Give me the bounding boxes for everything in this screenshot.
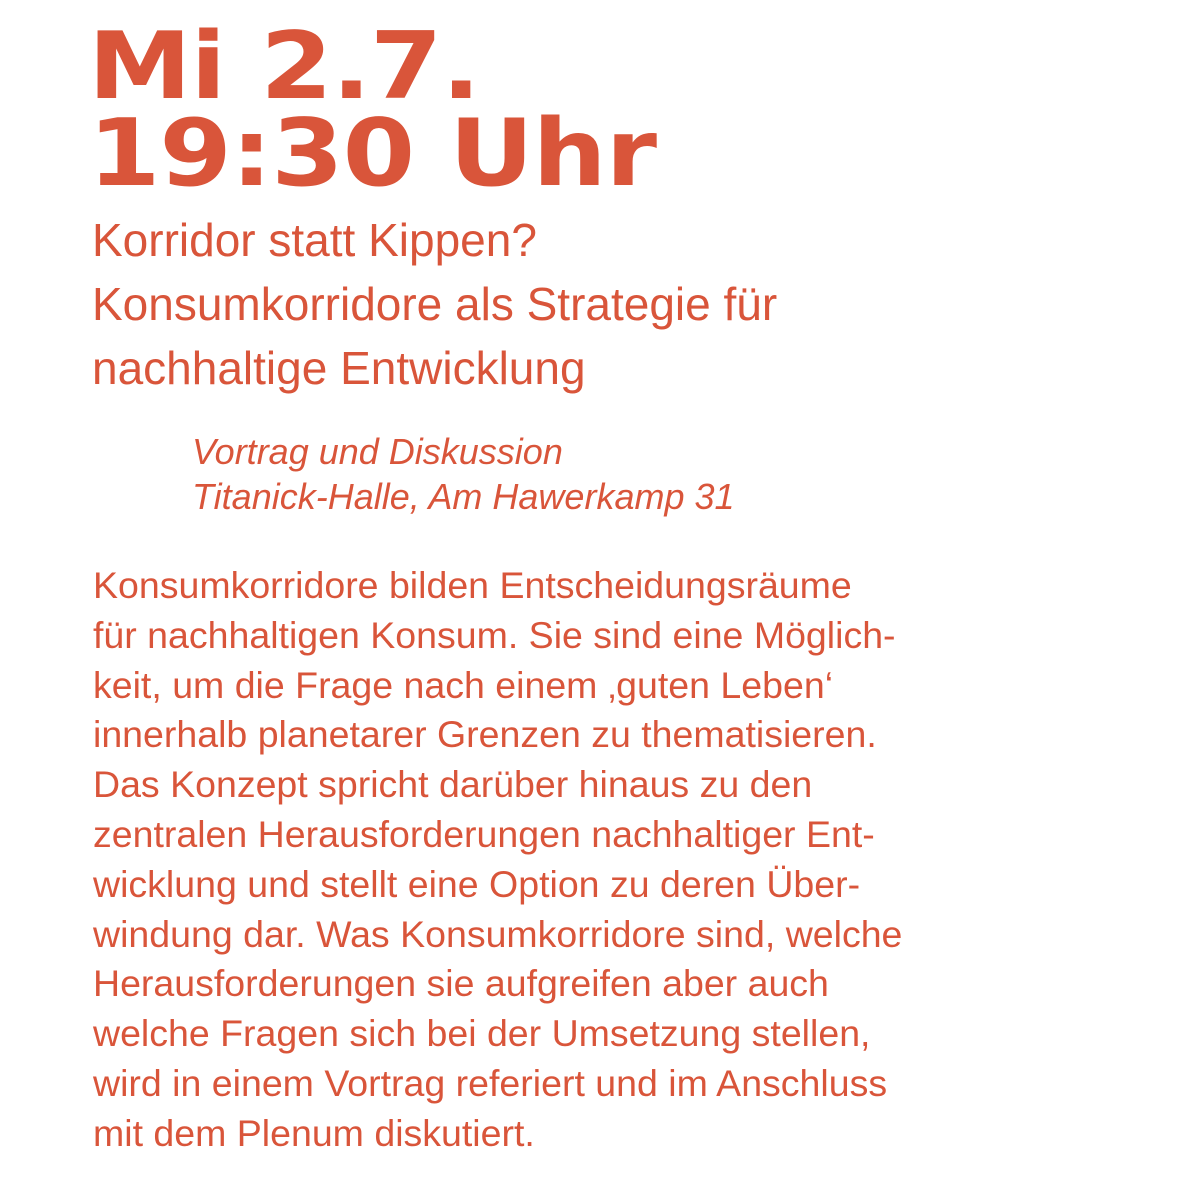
event-format: Vortrag und Diskussion <box>192 431 563 472</box>
description-line: mit dem Plenum diskutiert. <box>93 1111 535 1154</box>
description-line: Konsumkorridore bilden Entscheidungsräume <box>93 564 852 606</box>
event-title <box>92 208 777 400</box>
description-line: wird in einem Vortrag referiert und im Anschluss <box>93 1061 888 1104</box>
event-title-line: Korridor statt Kippen? <box>92 214 537 266</box>
event-title-line: Konsumkorridore als Strategie für <box>92 278 778 330</box>
description-line: für nachhaltigen Konsum. Sie sind eine Möglich- <box>93 613 896 656</box>
event-description <box>93 561 902 1159</box>
event-date: Mi 2.7. <box>88 12 480 120</box>
description-line: wicklung und stellt eine Option zu deren Über- <box>93 862 861 905</box>
description-line: welche Fragen sich bei der Umsetzung stellen, <box>93 1012 871 1055</box>
description-line: innerhalb planetarer Grenzen zu thematisieren. <box>93 713 877 756</box>
description-line: keit, um die Frage nach einem ‚guten Leben‘ <box>93 663 834 706</box>
event-meta <box>192 429 735 519</box>
description-line: Das Konzept spricht darüber hinaus zu den <box>93 763 813 806</box>
event-location: Titanick-Halle, Am Hawerkamp 31 <box>192 476 735 517</box>
event-time: 19:30 Uhr <box>88 99 656 207</box>
description-line: Herausforderungen sie aufgreifen aber auch <box>93 962 829 1005</box>
description-line: zentralen Herausforderungen nachhaltiger Ent- <box>93 812 875 855</box>
description-line: windung dar. Was Konsumkorridore sind, welche <box>93 912 903 955</box>
event-title-line: nachhaltige Entwicklung <box>92 342 586 394</box>
